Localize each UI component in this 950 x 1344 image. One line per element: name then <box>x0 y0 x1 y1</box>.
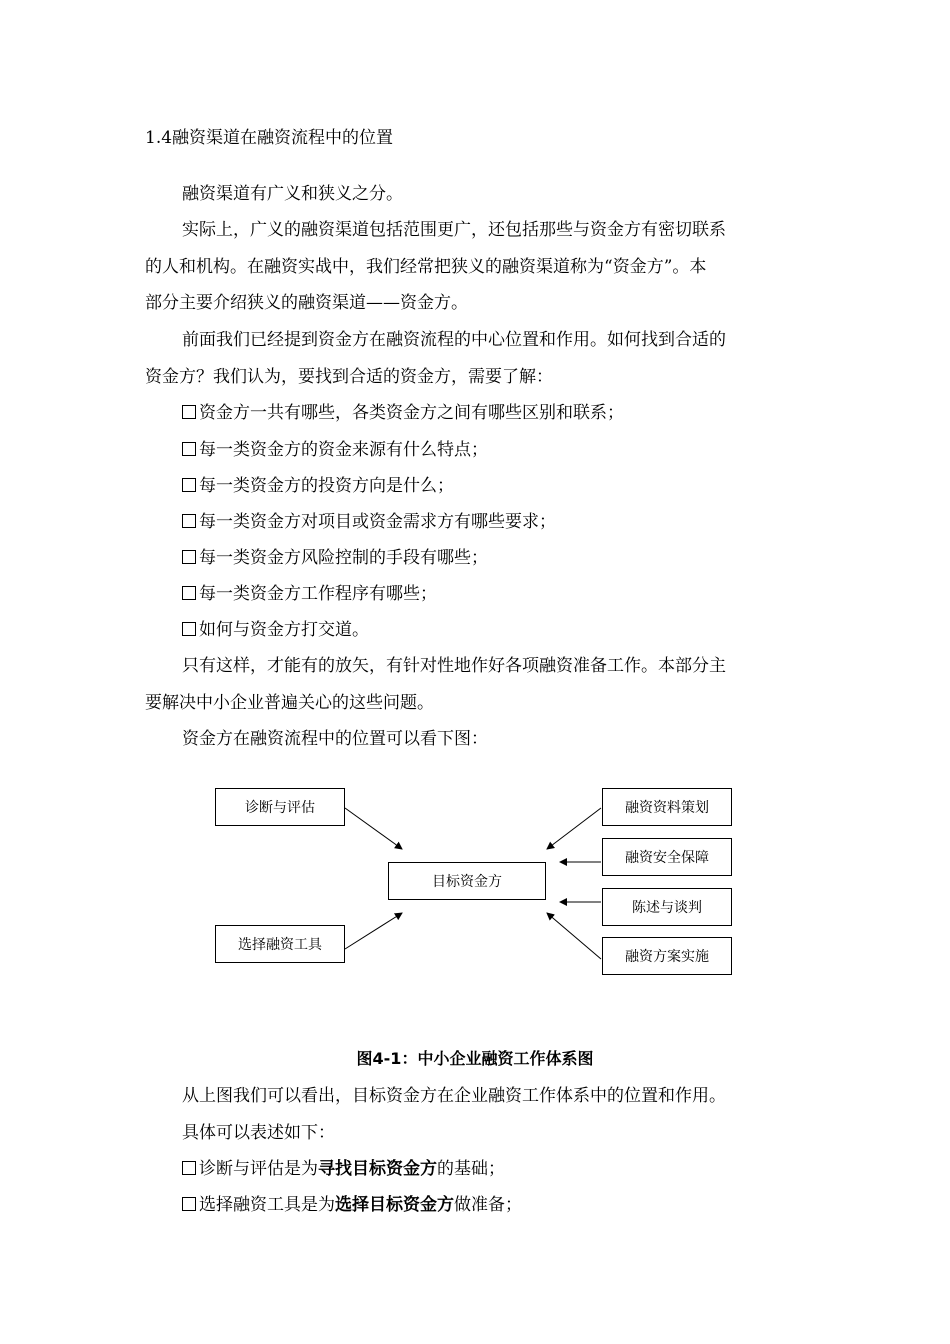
node-target-investor: 目标资金方 <box>388 862 546 900</box>
list-item: 每一类资金方工作程序有哪些； <box>182 576 437 612</box>
node-implementation: 融资方案实施 <box>602 937 732 975</box>
paragraph-7: 具体可以表述如下： <box>182 1123 335 1143</box>
list-item: 每一类资金方的投资方向是什么； <box>182 468 454 504</box>
node-negotiation: 陈述与谈判 <box>602 888 732 926</box>
checkbox-square-icon <box>182 1161 196 1175</box>
paragraph-4-line-2: 要解决中小企业普遍关心的这些问题。 <box>145 693 434 713</box>
list-item: 选择融资工具是为选择目标资金方做准备； <box>182 1187 522 1223</box>
list-item: 诊断与评估是为寻找目标资金方的基础； <box>182 1151 505 1187</box>
paragraph-2-line-3: 部分主要介绍狭义的融资渠道——资金方。 <box>145 293 468 313</box>
arrow-left-bottom <box>345 913 402 949</box>
node-diagnosis: 诊断与评估 <box>215 788 345 826</box>
emphasis-text: 选择目标资金方 <box>335 1195 454 1215</box>
checkbox-square-icon <box>182 405 196 419</box>
arrow-right-1 <box>547 808 601 849</box>
section-heading: 1.4融资渠道在融资流程中的位置 <box>145 128 394 148</box>
paragraph-3-line-1: 前面我们已经提到资金方在融资流程的中心位置和作用。如何找到合适的 <box>182 330 726 350</box>
paragraph-3-line-2: 资金方？我们认为，要找到合适的资金方，需要了解： <box>145 367 553 387</box>
paragraph-1: 融资渠道有广义和狭义之分。 <box>182 184 403 204</box>
node-materials: 融资资料策划 <box>602 788 732 826</box>
paragraph-2-line-1: 实际上，广义的融资渠道包括范围更广，还包括那些与资金方有密切联系 <box>182 220 726 240</box>
figure-caption: 图4-1：中小企业融资工作体系图 <box>356 1049 594 1068</box>
checkbox-square-icon <box>182 1197 196 1211</box>
paragraph-4-line-1: 只有这样，才能有的放矢，有针对性地作好各项融资准备工作。本部分主 <box>182 656 726 676</box>
list-item: 资金方一共有哪些，各类资金方之间有哪些区别和联系； <box>182 395 624 431</box>
emphasis-text: 寻找目标资金方 <box>318 1159 437 1179</box>
arrow-right-4 <box>547 913 601 959</box>
arrow-left-top <box>345 808 402 849</box>
paragraph-2-line-2: 的人和机构。在融资实战中，我们经常把狭义的融资渠道称为“资金方”。本 <box>145 257 707 277</box>
list-item: 每一类资金方的资金来源有什么特点； <box>182 432 488 468</box>
checkbox-square-icon <box>182 514 196 528</box>
list-item: 每一类资金方对项目或资金需求方有哪些要求； <box>182 504 556 540</box>
list-item: 如何与资金方打交道。 <box>182 612 369 648</box>
node-security: 融资安全保障 <box>602 838 732 876</box>
list-item: 每一类资金方风险控制的手段有哪些； <box>182 540 488 576</box>
paragraph-6: 从上图我们可以看出，目标资金方在企业融资工作体系中的位置和作用。 <box>182 1086 726 1106</box>
checkbox-square-icon <box>182 478 196 492</box>
paragraph-5: 资金方在融资流程中的位置可以看下图： <box>182 729 488 749</box>
checkbox-square-icon <box>182 622 196 636</box>
checkbox-square-icon <box>182 550 196 564</box>
checkbox-square-icon <box>182 586 196 600</box>
node-select-tools: 选择融资工具 <box>215 925 345 963</box>
checkbox-square-icon <box>182 442 196 456</box>
